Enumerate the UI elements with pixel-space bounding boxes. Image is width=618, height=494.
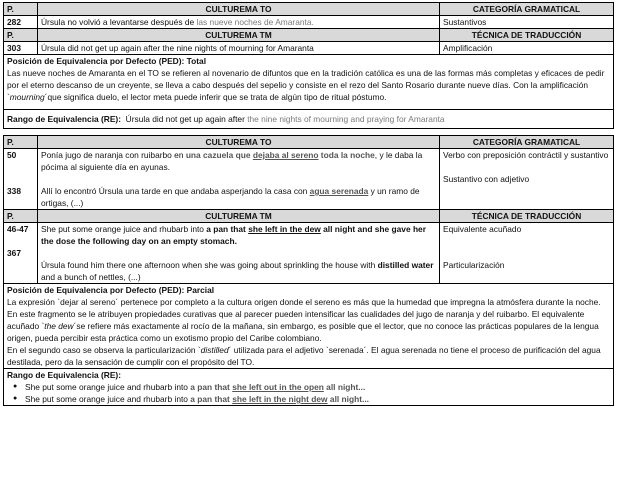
text-span: ´se refiere más exactamente al rocío de la mañana, sin embargo, es posible que el lector, que no conoce las prácticas populares de la lengua origen, pueda percibir esta práctica como un exotismo propio del Caribe colombiano. <box>7 321 599 343</box>
re-highlight: a pan that <box>190 382 233 392</box>
text-span: and a bunch of nettles, (...) <box>41 272 141 282</box>
page-number-d: 367 <box>7 248 21 258</box>
italic-term: the dew <box>44 321 74 331</box>
page-number-b: 338 <box>7 186 21 196</box>
document-page <box>3 2 613 406</box>
culturema-table-1 <box>3 2 614 129</box>
italic-term: mourning <box>9 92 45 102</box>
ped-row <box>4 284 614 369</box>
re-underlined: she left out in the open <box>232 382 324 392</box>
table-header-row <box>4 3 614 16</box>
text-span: Úrsula did not get up again after <box>125 114 248 124</box>
text-span: She put some orange juice and rhubarb into <box>25 382 191 392</box>
ped-title: Posición de Equivalencia por Defecto (PED): Total <box>7 56 207 66</box>
text-span: y un ramo de ortigas, (...) <box>41 186 420 208</box>
text-span: Las nueve noches de Amaranta en el TO se refieren al novenario de difuntos que en la tradición católica es una de las formas más completas y eficaces de pedir por el eterno descanso de un creyente, se lleva a cabo después del sepelio y consiste en el rezo del Santo Rosario durante nueve días. Con la amplificación ` <box>7 68 605 102</box>
page-number: 303 <box>4 42 38 55</box>
header-culturema-tm: CULTUREMA TM <box>38 29 440 42</box>
tecnica-value: Amplificación <box>440 42 614 55</box>
tecnica-value <box>440 223 614 284</box>
re-row <box>4 369 614 406</box>
table-header-row <box>4 136 614 149</box>
ped-paragraph-2 <box>7 344 610 368</box>
example-d <box>41 259 436 283</box>
header-tecnica: TÉCNICA DE TRADUCCIÓN <box>440 210 614 223</box>
re-label: Rango de Equivalencia (RE): <box>7 370 122 380</box>
ped-paragraph-1 <box>7 296 610 344</box>
ped-row <box>4 55 614 110</box>
text-span: She put some orange juice and rhubarb into <box>41 224 207 234</box>
categoria-value <box>440 149 614 210</box>
text-span: , y le daba la pócima al siguiente día en ayunas. <box>41 150 423 172</box>
re-highlight: a pan that <box>190 394 233 404</box>
tecnica-c: Equivalente acuñado <box>443 224 522 234</box>
culturema-highlight: una cazuela que <box>185 150 253 160</box>
page-number: 282 <box>4 16 38 29</box>
categoria-value: Sustantivos <box>440 16 614 29</box>
table-header-row <box>4 210 614 223</box>
header-p: P. <box>4 210 38 223</box>
culturema-highlight: all night and she gave her the dose the following day on an empty stomach. <box>41 224 426 246</box>
text-span: Úrsula no volvió a levantarse después de <box>41 17 197 27</box>
re-cell <box>4 110 614 129</box>
header-categoria: CATEGORÍA GRAMATICAL <box>440 3 614 16</box>
example-b <box>41 185 436 209</box>
page-number <box>4 149 38 210</box>
culturema-highlight: distilled water <box>377 260 434 270</box>
culturema-tm-text: Úrsula did not get up again after the nine nights of mourning for Amaranta <box>38 42 440 55</box>
header-p: P. <box>4 3 38 16</box>
culturema-underlined: agua serenada <box>309 186 369 196</box>
re-highlight: the nine nights of mourning and praying for Amaranta <box>247 114 445 124</box>
page-number-c: 46-47 <box>7 224 29 234</box>
italic-term: distilled <box>200 345 229 355</box>
text-span: Allí lo encontró Úrsula una tarde en que andaba asperjando la casa con <box>41 186 310 196</box>
culturema-underlined: dejaba al sereno <box>252 150 319 160</box>
re-row <box>4 110 614 129</box>
ped-title: Posición de Equivalencia por Defecto (PED): Parcial <box>7 285 215 295</box>
table-row <box>4 223 614 284</box>
header-tecnica: TÉCNICA DE TRADUCCIÓN <box>440 29 614 42</box>
text-span: ´que significa duelo, el lector meta puede inferir que se trata de algún tipo de ritual póstumo. <box>44 92 387 102</box>
text-span: En el segundo caso se observa la particularización ` <box>7 345 201 355</box>
culturema-table-2 <box>3 135 614 406</box>
text-span: ´ utilizada para el adjetivo `serenada´. El agua serenada no tiene el proceso de purificación del agua destilada, pero da la sensación de cumplir con el propósito del TO. <box>7 345 601 367</box>
table-row <box>4 149 614 210</box>
text-span: She put some orange juice and rhubarb into <box>25 394 191 404</box>
re-cell <box>4 369 614 406</box>
text-span: Ponía jugo de naranja con ruibarbo en <box>41 150 186 160</box>
page-number <box>4 223 38 284</box>
header-culturema-tm: CULTUREMA TM <box>38 210 440 223</box>
table-header-row <box>4 29 614 42</box>
culturema-to-text <box>38 16 440 29</box>
table-row <box>4 42 614 55</box>
culturema-tm-text <box>38 223 440 284</box>
header-p: P. <box>4 29 38 42</box>
header-p: P. <box>4 136 38 149</box>
culturema-highlight: a pan that <box>206 224 249 234</box>
example-c <box>41 223 436 247</box>
re-highlight: all night... <box>327 394 369 404</box>
text-span: Úrsula found him there one afternoon when she was going about sprinkling the house with <box>41 260 378 270</box>
table-row <box>4 16 614 29</box>
re-highlight: all night... <box>323 382 366 392</box>
culturema-to-text <box>38 149 440 210</box>
header-categoria: CATEGORÍA GRAMATICAL <box>440 136 614 149</box>
culturema-highlight: toda la noche <box>318 150 375 160</box>
ped-cell <box>4 284 614 369</box>
re-bullet-item <box>7 393 610 405</box>
categoria-a: Verbo con preposición contráctil y sustantivo <box>443 150 609 160</box>
culturema-highlight: las nueve noches de Amaranta. <box>196 17 314 27</box>
header-culturema-to: CULTUREMA TO <box>38 136 440 149</box>
text-span: La expresión `dejar al sereno´ pertenece por completo a la cultura origen donde el sereno es más que la humedad que impregna la atmósfera durante la noche. En este fragmento se le atribuyen propiedades curativas que al parecer pueden intensificar las cualidades del jugo de naranja y del ruibarbo. El equivalente acuñado ` <box>7 297 601 331</box>
ped-text <box>7 67 610 103</box>
ped-cell <box>4 55 614 110</box>
categoria-b: Sustantivo con adjetivo <box>443 174 530 184</box>
re-underlined: she left in the night dew <box>232 394 328 404</box>
re-bullet-item <box>7 381 610 393</box>
culturema-underlined: she left in the dew <box>248 224 321 234</box>
header-culturema-to: CULTUREMA TO <box>38 3 440 16</box>
example-a <box>41 149 436 173</box>
tecnica-d: Particularización <box>443 260 505 270</box>
re-label: Rango de Equivalencia (RE): <box>7 114 122 124</box>
page-number-a: 50 <box>7 150 17 160</box>
